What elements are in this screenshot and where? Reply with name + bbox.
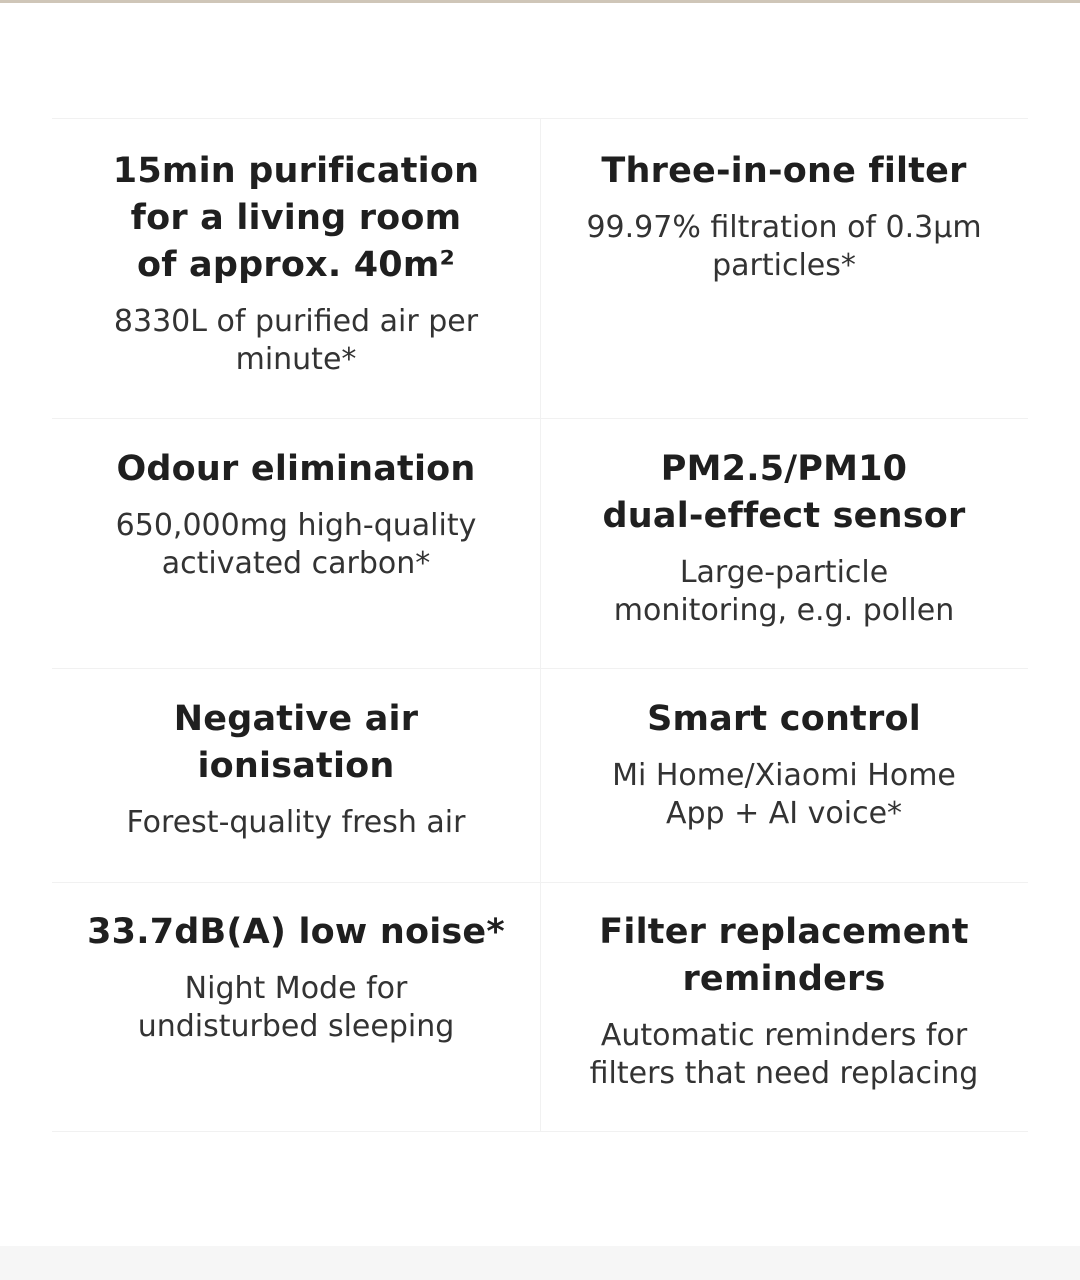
feature-title: 33.7dB(A) low noise* bbox=[87, 912, 505, 952]
feature-title: Negative air ionisation bbox=[173, 699, 419, 786]
row-divider bbox=[52, 418, 1028, 419]
feature-grid bbox=[52, 118, 1028, 1132]
feature-card-filter bbox=[540, 148, 1028, 285]
feature-description: Large-particle monitoring, e.g. pollen bbox=[613, 555, 955, 628]
feature-title: PM2.5/PM10 dual-effect sensor bbox=[602, 449, 966, 536]
feature-card-smart-control bbox=[540, 696, 1028, 833]
row-divider bbox=[52, 118, 1028, 119]
feature-description: Forest-quality fresh air bbox=[126, 805, 466, 840]
feature-card-odour bbox=[52, 446, 540, 583]
feature-title: Smart control bbox=[647, 699, 921, 739]
feature-description: 99.97% filtration of 0.3µm particles* bbox=[586, 210, 982, 283]
row-divider bbox=[52, 882, 1028, 883]
feature-card-reminders bbox=[540, 909, 1028, 1093]
feature-description: 650,000mg high-quality activated carbon* bbox=[115, 508, 477, 581]
feature-card-low-noise bbox=[52, 909, 540, 1046]
row-divider bbox=[52, 668, 1028, 669]
top-divider bbox=[0, 0, 1080, 3]
footer-band bbox=[0, 1246, 1080, 1280]
feature-description: Automatic reminders for filters that need replacing bbox=[589, 1018, 979, 1091]
feature-description: Mi Home/Xiaomi Home App + AI voice* bbox=[612, 758, 956, 831]
feature-description: 8330L of purified air per minute* bbox=[113, 304, 479, 377]
feature-card-ionisation bbox=[52, 696, 540, 842]
feature-card-sensor bbox=[540, 446, 1028, 630]
feature-title: 15min purification for a living room of approx. 40m² bbox=[112, 151, 480, 285]
row-divider bbox=[52, 1131, 1028, 1132]
feature-title: Filter replacement reminders bbox=[599, 912, 969, 999]
feature-description: Night Mode for undisturbed sleeping bbox=[137, 971, 455, 1044]
feature-title: Odour elimination bbox=[116, 449, 476, 489]
feature-title: Three-in-one filter bbox=[601, 151, 967, 191]
feature-card-purification bbox=[52, 148, 540, 379]
